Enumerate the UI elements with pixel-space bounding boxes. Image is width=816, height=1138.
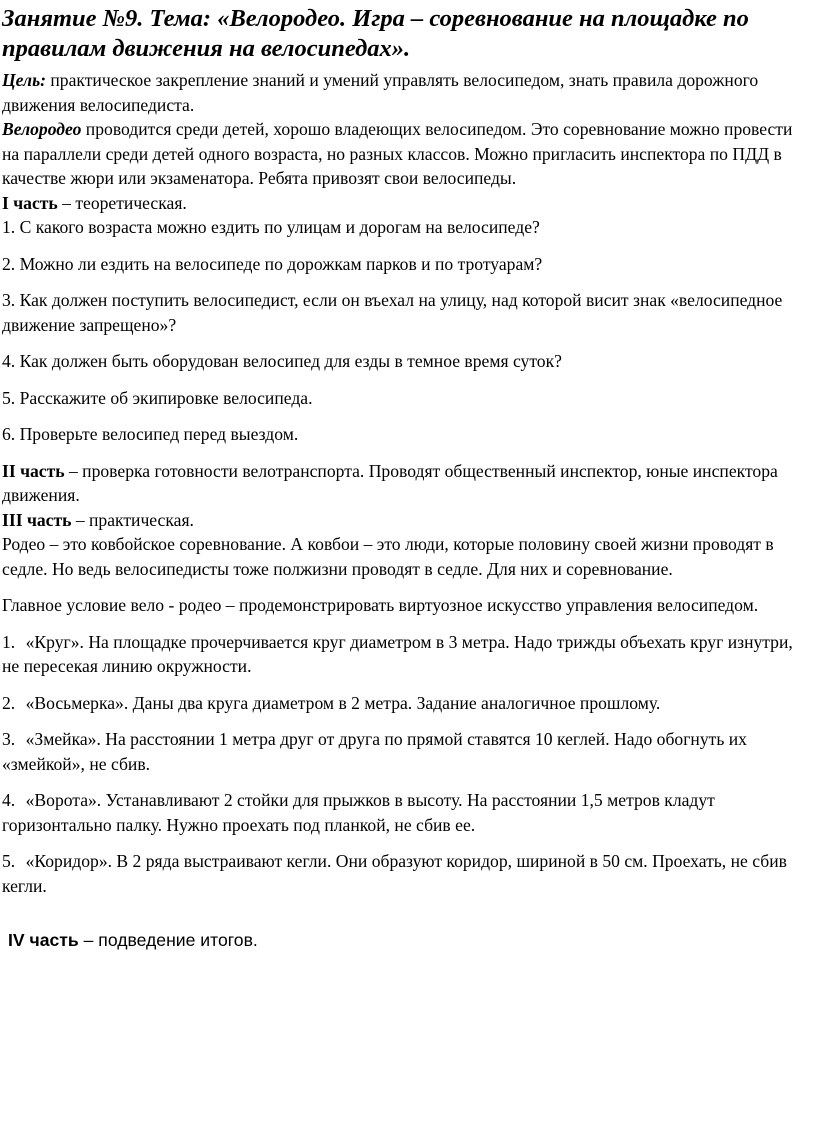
document-page bbox=[2, 4, 808, 952]
task-item bbox=[2, 630, 808, 679]
part3-text: – практическая. bbox=[71, 509, 194, 530]
task-text: «Змейка». На расстоянии 1 метра друг от друга по прямой ставятся 10 кеглей. Надо обогнуть их «змейкой», не сбив. bbox=[2, 729, 747, 774]
part4-label: IV часть bbox=[8, 930, 79, 950]
part4-heading bbox=[2, 928, 808, 952]
question-item: 6. Проверьте велосипед перед выездом. bbox=[2, 424, 299, 444]
part3-label: III часть bbox=[2, 509, 72, 530]
task-item bbox=[2, 849, 808, 898]
question-item: 3. Как должен поступить велосипедист, если он въехал на улицу, над которой висит знак «велосипедное движение запрещено»? bbox=[2, 290, 783, 335]
intro-text: проводится среди детей, хорошо владеющих велосипедом. Это соревнование можно провести на параллели среди детей одного возраста, но разных классов. Можно пригласить инспектора по ПДД в качестве жюри или экзаменатора. Ребята привозят свои велосипеды. bbox=[2, 119, 793, 188]
lesson-title: Занятие №9. Тема: «Велородео. Игра – соревнование на площадке по правилам движения на велосипедах». bbox=[2, 5, 749, 62]
task-number: 4. bbox=[2, 790, 16, 810]
goal-label: Цель: bbox=[2, 70, 46, 90]
goal-paragraph bbox=[2, 68, 808, 117]
task-number: 1. bbox=[2, 631, 16, 652]
task-text: «Ворота». Устанавливают 2 стойки для прыжков в высоту. На расстоянии 1,5 метров кладут горизонтально палку. Нужно проехать под планкой, не сбив ее. bbox=[2, 790, 715, 835]
task-item bbox=[2, 727, 808, 776]
part3-heading bbox=[2, 508, 808, 533]
task-text: «Восьмерка». Даны два круга диаметром в 2 метра. Задание аналогичное прошлому. bbox=[25, 692, 661, 713]
question-item: 2. Можно ли ездить на велосипеде по дорожкам парков и по тротуарам? bbox=[2, 253, 543, 274]
part1-text: – теоретическая. bbox=[57, 192, 187, 213]
part4-text: – подведение итогов. bbox=[78, 930, 258, 950]
task-number: 3. bbox=[2, 729, 16, 749]
intro-label: Велородео bbox=[2, 119, 82, 139]
question-item: 4. Как должен быть оборудован велосипед для езды в темное время суток? bbox=[2, 351, 562, 371]
goal-text: практическое закрепление знаний и умений управлять велосипедом, знать правила дорожного движения велосипедиста. bbox=[2, 70, 759, 115]
part2-text: – проверка готовности велотранспорта. Проводят общественный инспектор, юные инспектора движения. bbox=[2, 460, 778, 505]
task-item bbox=[2, 788, 808, 837]
task-text: «Круг». На площадке прочерчивается круг диаметром в 3 метра. Надо трижды объехать круг изнутри, не пересекая линию окружности. bbox=[2, 631, 793, 676]
task-number: 2. bbox=[2, 692, 16, 713]
question-item: 1. С какого возраста можно ездить по улицам и дорогам на велосипеде? bbox=[2, 217, 540, 237]
task-text: «Коридор». В 2 ряда выстраивают кегли. Они образуют коридор, шириной в 50 см. Проехать, не сбив кегли. bbox=[2, 851, 787, 896]
intro-paragraph bbox=[2, 117, 808, 191]
part2-paragraph bbox=[2, 459, 808, 508]
rodeo-paragraph: Родео – это ковбойское соревнование. А ковбои – это люди, которые половину своей жизни проводят в седле. Но ведь велосипедисты тоже полжизни проводят в седле. Для них и соревнование. bbox=[2, 534, 774, 579]
main-condition-paragraph: Главное условие вело - родео – продемонстрировать виртуозное искусство управления велосипедом. bbox=[2, 595, 759, 615]
part1-label: I часть bbox=[2, 192, 58, 213]
part1-heading bbox=[2, 191, 808, 216]
task-item bbox=[2, 691, 808, 716]
question-item: 5. Расскажите об экипировке велосипеда. bbox=[2, 387, 313, 408]
task-number: 5. bbox=[2, 851, 16, 871]
part2-label: II часть bbox=[2, 460, 65, 481]
